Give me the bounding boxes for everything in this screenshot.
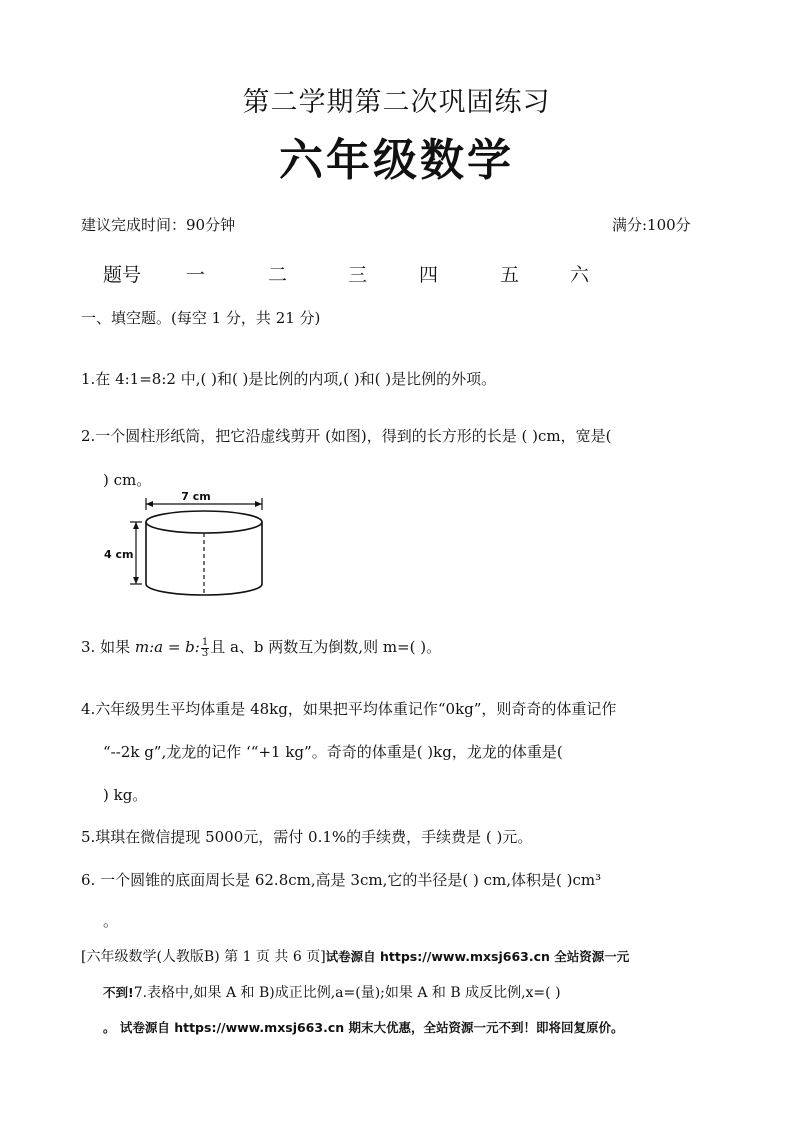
score-table-cell: 二: [268, 264, 288, 286]
watermark-ad: 试卷源自 https://www.mxsj663.cn 全站资源一元: [325, 949, 630, 964]
score-table-cell: 三: [348, 264, 368, 286]
score-table-cell: 四: [419, 264, 439, 286]
time-label: 建议完成时间：90分钟: [81, 216, 236, 234]
score-table-cell: 五: [500, 264, 520, 286]
question-4-line-2: “--2k g”,龙龙的记作 ‘“+1 kg”。奇奇的体重是( )kg，龙龙的体重是(: [103, 743, 563, 761]
footer-line-2: [103, 982, 561, 1002]
figure-width-label: 7 cm: [181, 490, 211, 503]
question-7: 7.表格中,如果 A 和 B)成正比例,a=(量);如果 A 和 B 成反比例,x=( ): [133, 985, 561, 1001]
exam-title: 六年级数学: [279, 135, 514, 186]
question-3-fraction: [201, 638, 209, 659]
figure-height-label: 4 cm: [104, 548, 134, 561]
score-label: 满分:100分: [612, 216, 691, 234]
cylinder-figure: [100, 486, 270, 598]
question-5: 5.琪琪在微信提现 5000元，需付 0.1%的手续费，手续费是 ( )元。: [81, 828, 533, 846]
question-2-line-1: 2.一个圆柱形纸筒，把它沿虚线剪开 (如图)，得到的长方形的长是 ( )cm，宽是(: [81, 427, 612, 445]
score-table-cell: 题号: [103, 264, 142, 286]
fraction-denominator: 3: [201, 647, 209, 659]
question-1: 1.在 4:1=8:2 中,( )和( )是比例的内项,( )和( )是比例的外项。: [81, 370, 497, 388]
score-table-cell: 一: [186, 264, 206, 286]
page-info: [六年级数学(人教版B) 第 1 页 共 6 页]: [81, 949, 326, 965]
question-3-math: m:a = b:: [134, 638, 200, 656]
watermark-ad-cont: 不到!: [103, 985, 134, 1000]
fraction-numerator: 1: [201, 636, 209, 648]
question-3-prefix: 3. 如果: [81, 638, 135, 656]
footer-line-1: [81, 946, 629, 966]
question-3-suffix: 且 a、b 两数互为倒数,则 m=( )。: [210, 638, 442, 656]
question-6-line-2: 。: [103, 912, 119, 930]
question-2-line-2: ) cm。: [103, 471, 152, 489]
footer-line-3: [103, 1018, 623, 1036]
question-3: [81, 636, 441, 659]
watermark-ad-2: 。 试卷源自 https://www.mxsj663.cn 期末大优惠，全站资源一元不到！即将回复原价。: [103, 1020, 624, 1035]
question-4-line-1: 4.六年级男生平均体重是 48kg，如果把平均体重记作“0kg”，则奇奇的体重记作: [81, 700, 617, 718]
section-heading: 一、填空题。(每空 1 分，共 21 分): [81, 309, 321, 327]
exam-subtitle: 第二学期第二次巩固练习: [242, 87, 551, 118]
score-table-cell: 六: [570, 264, 590, 286]
question-6-line-1: 6. 一个圆锥的底面周长是 62.8cm,高是 3cm,它的半径是( ) cm,体积是( )cm³: [81, 871, 602, 889]
question-4-line-3: ) kg。: [103, 786, 148, 804]
